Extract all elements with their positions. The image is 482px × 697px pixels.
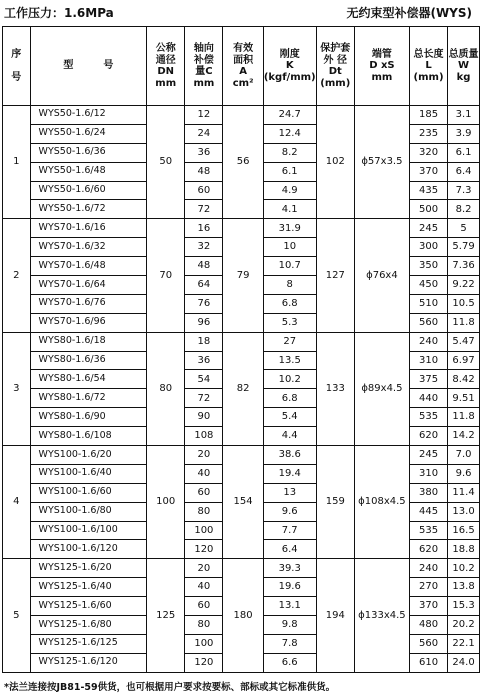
compensation-cell: 60 — [185, 483, 223, 502]
weight-cell: 9.22 — [448, 276, 480, 295]
length-cell: 245 — [409, 446, 447, 465]
stiffness-cell: 13.5 — [263, 351, 316, 370]
table-row — [3, 219, 480, 238]
model-cell: WYS70-1.6/76 — [30, 294, 147, 313]
compensation-cell: 80 — [185, 616, 223, 635]
length-cell: 185 — [409, 106, 447, 125]
weight-cell: 7.0 — [448, 446, 480, 465]
end-pipe-cell: ϕ89x4.5 — [354, 332, 409, 445]
weight-cell: 22.1 — [448, 634, 480, 653]
stiffness-cell: 13 — [263, 483, 316, 502]
model-cell: WYS80-1.6/72 — [30, 389, 147, 408]
weight-cell: 5.47 — [448, 332, 480, 351]
area-cell: 180 — [223, 559, 263, 672]
table-row — [3, 446, 480, 465]
stiffness-cell: 6.8 — [263, 389, 316, 408]
stiffness-cell: 6.8 — [263, 294, 316, 313]
col-compensation: 轴向 补偿 量C mm — [185, 27, 223, 106]
col-length: 总长度 L (mm) — [409, 27, 447, 106]
table-title: 无约束型补偿器(WYS) — [346, 6, 472, 20]
area-cell: 79 — [223, 219, 263, 332]
dn-cell: 50 — [147, 106, 185, 219]
model-cell: WYS70-1.6/48 — [30, 257, 147, 276]
model-cell: WYS80-1.6/90 — [30, 408, 147, 427]
col-dn: 公称 通径 DN mm — [147, 27, 185, 106]
sleeve-diameter-cell: 127 — [316, 219, 354, 332]
model-cell: WYS125-1.6/125 — [30, 634, 147, 653]
compensation-cell: 40 — [185, 578, 223, 597]
weight-cell: 6.1 — [448, 143, 480, 162]
area-cell: 82 — [223, 332, 263, 445]
col-sleeve-diameter: 保护套 外 径 Dt (mm) — [316, 27, 354, 106]
length-cell: 300 — [409, 238, 447, 257]
stiffness-cell: 8.2 — [263, 143, 316, 162]
weight-cell: 5 — [448, 219, 480, 238]
model-cell: WYS125-1.6/60 — [30, 597, 147, 616]
weight-cell: 7.36 — [448, 257, 480, 276]
length-cell: 240 — [409, 559, 447, 578]
weight-cell: 18.8 — [448, 540, 480, 559]
end-pipe-cell: ϕ76x4 — [354, 219, 409, 332]
weight-cell: 11.8 — [448, 408, 480, 427]
compensation-cell: 54 — [185, 370, 223, 389]
compensation-cell: 48 — [185, 162, 223, 181]
compensation-cell: 20 — [185, 559, 223, 578]
stiffness-cell: 19.6 — [263, 578, 316, 597]
model-cell: WYS80-1.6/108 — [30, 427, 147, 446]
model-cell: WYS50-1.6/48 — [30, 162, 147, 181]
stiffness-cell: 10 — [263, 238, 316, 257]
length-cell: 370 — [409, 597, 447, 616]
stiffness-cell: 27 — [263, 332, 316, 351]
compensation-cell: 40 — [185, 464, 223, 483]
col-model: 型 号 — [30, 27, 147, 106]
sleeve-diameter-cell: 159 — [316, 446, 354, 559]
weight-cell: 10.2 — [448, 559, 480, 578]
compensation-cell: 36 — [185, 143, 223, 162]
length-cell: 350 — [409, 257, 447, 276]
compensation-cell: 64 — [185, 276, 223, 295]
length-cell: 245 — [409, 219, 447, 238]
dn-cell: 125 — [147, 559, 185, 672]
col-seq: 序 号 — [3, 27, 31, 106]
model-cell: WYS125-1.6/40 — [30, 578, 147, 597]
length-cell: 240 — [409, 332, 447, 351]
compensation-cell: 72 — [185, 389, 223, 408]
length-cell: 310 — [409, 464, 447, 483]
length-cell: 535 — [409, 521, 447, 540]
model-cell: WYS50-1.6/24 — [30, 124, 147, 143]
dn-cell: 100 — [147, 446, 185, 559]
working-pressure-label: 工作压力：1.6MPa — [4, 6, 114, 20]
dn-cell: 80 — [147, 332, 185, 445]
stiffness-cell: 13.1 — [263, 597, 316, 616]
end-pipe-cell: ϕ133x4.5 — [354, 559, 409, 672]
length-cell: 610 — [409, 653, 447, 672]
area-cell: 154 — [223, 446, 263, 559]
compensation-cell: 120 — [185, 540, 223, 559]
compensation-cell: 120 — [185, 653, 223, 672]
stiffness-cell: 9.6 — [263, 502, 316, 521]
col-weight: 总质量 W kg — [448, 27, 480, 106]
length-cell: 380 — [409, 483, 447, 502]
stiffness-cell: 39.3 — [263, 559, 316, 578]
stiffness-cell: 6.4 — [263, 540, 316, 559]
weight-cell: 7.3 — [448, 181, 480, 200]
weight-cell: 6.97 — [448, 351, 480, 370]
model-cell: WYS80-1.6/54 — [30, 370, 147, 389]
stiffness-cell: 10.7 — [263, 257, 316, 276]
length-cell: 310 — [409, 351, 447, 370]
dn-cell: 70 — [147, 219, 185, 332]
model-cell: WYS80-1.6/18 — [30, 332, 147, 351]
length-cell: 235 — [409, 124, 447, 143]
weight-cell: 10.5 — [448, 294, 480, 313]
sleeve-diameter-cell: 194 — [316, 559, 354, 672]
spec-table — [2, 26, 480, 673]
model-cell: WYS70-1.6/64 — [30, 276, 147, 295]
stiffness-cell: 7.8 — [263, 634, 316, 653]
weight-cell: 3.1 — [448, 106, 480, 125]
stiffness-cell: 4.1 — [263, 200, 316, 219]
weight-cell: 14.2 — [448, 427, 480, 446]
weight-cell: 11.4 — [448, 483, 480, 502]
model-cell: WYS100-1.6/120 — [30, 540, 147, 559]
weight-cell: 15.3 — [448, 597, 480, 616]
model-cell: WYS50-1.6/12 — [30, 106, 147, 125]
weight-cell: 3.9 — [448, 124, 480, 143]
length-cell: 375 — [409, 370, 447, 389]
footnote: *法兰连接按JB81-59供货，也可根据用户要求按要标、部标或其它标准供货。 — [4, 682, 336, 693]
model-cell: WYS125-1.6/120 — [30, 653, 147, 672]
model-cell: WYS125-1.6/20 — [30, 559, 147, 578]
weight-cell: 8.2 — [448, 200, 480, 219]
stiffness-cell: 5.4 — [263, 408, 316, 427]
model-cell: WYS100-1.6/100 — [30, 521, 147, 540]
compensation-cell: 100 — [185, 634, 223, 653]
length-cell: 620 — [409, 540, 447, 559]
stiffness-cell: 24.7 — [263, 106, 316, 125]
length-cell: 440 — [409, 389, 447, 408]
model-cell: WYS50-1.6/36 — [30, 143, 147, 162]
length-cell: 560 — [409, 313, 447, 332]
weight-cell: 6.4 — [448, 162, 480, 181]
table-row — [3, 559, 480, 578]
stiffness-cell: 19.4 — [263, 464, 316, 483]
compensation-cell: 20 — [185, 446, 223, 465]
sleeve-diameter-cell: 133 — [316, 332, 354, 445]
compensation-cell: 80 — [185, 502, 223, 521]
stiffness-cell: 12.4 — [263, 124, 316, 143]
stiffness-cell: 9.8 — [263, 616, 316, 635]
model-cell: WYS50-1.6/72 — [30, 200, 147, 219]
compensation-cell: 108 — [185, 427, 223, 446]
sleeve-diameter-cell: 102 — [316, 106, 354, 219]
weight-cell: 9.6 — [448, 464, 480, 483]
model-cell: WYS50-1.6/60 — [30, 181, 147, 200]
seq-cell: 5 — [3, 559, 31, 672]
length-cell: 510 — [409, 294, 447, 313]
length-cell: 450 — [409, 276, 447, 295]
stiffness-cell: 5.3 — [263, 313, 316, 332]
model-cell: WYS80-1.6/36 — [30, 351, 147, 370]
area-cell: 56 — [223, 106, 263, 219]
table-row — [3, 106, 480, 125]
length-cell: 480 — [409, 616, 447, 635]
end-pipe-cell: ϕ57x3.5 — [354, 106, 409, 219]
compensation-cell: 18 — [185, 332, 223, 351]
length-cell: 620 — [409, 427, 447, 446]
weight-cell: 16.5 — [448, 521, 480, 540]
compensation-cell: 24 — [185, 124, 223, 143]
compensation-cell: 60 — [185, 181, 223, 200]
stiffness-cell: 31.9 — [263, 219, 316, 238]
model-cell: WYS100-1.6/80 — [30, 502, 147, 521]
compensation-cell: 60 — [185, 597, 223, 616]
compensation-cell: 100 — [185, 521, 223, 540]
compensation-cell: 48 — [185, 257, 223, 276]
compensation-cell: 72 — [185, 200, 223, 219]
compensation-cell: 16 — [185, 219, 223, 238]
stiffness-cell: 4.9 — [263, 181, 316, 200]
compensation-cell: 12 — [185, 106, 223, 125]
stiffness-cell: 38.6 — [263, 446, 316, 465]
col-area: 有效 面积 A cm² — [223, 27, 263, 106]
seq-cell: 3 — [3, 332, 31, 445]
model-cell: WYS70-1.6/96 — [30, 313, 147, 332]
stiffness-cell: 6.6 — [263, 653, 316, 672]
weight-cell: 9.51 — [448, 389, 480, 408]
stiffness-cell: 7.7 — [263, 521, 316, 540]
col-end-pipe: 端管 D xS mm — [354, 27, 409, 106]
weight-cell: 24.0 — [448, 653, 480, 672]
seq-cell: 1 — [3, 106, 31, 219]
stiffness-cell: 8 — [263, 276, 316, 295]
stiffness-cell: 6.1 — [263, 162, 316, 181]
end-pipe-cell: ϕ108x4.5 — [354, 446, 409, 559]
model-cell: WYS100-1.6/60 — [30, 483, 147, 502]
col-stiffness: 刚度 K (kgf/mm) — [263, 27, 316, 106]
weight-cell: 5.79 — [448, 238, 480, 257]
length-cell: 320 — [409, 143, 447, 162]
length-cell: 535 — [409, 408, 447, 427]
length-cell: 435 — [409, 181, 447, 200]
seq-cell: 4 — [3, 446, 31, 559]
length-cell: 270 — [409, 578, 447, 597]
table-row — [3, 332, 480, 351]
weight-cell: 13.8 — [448, 578, 480, 597]
model-cell: WYS100-1.6/20 — [30, 446, 147, 465]
compensation-cell: 32 — [185, 238, 223, 257]
stiffness-cell: 4.4 — [263, 427, 316, 446]
model-cell: WYS125-1.6/80 — [30, 616, 147, 635]
compensation-cell: 36 — [185, 351, 223, 370]
length-cell: 370 — [409, 162, 447, 181]
length-cell: 500 — [409, 200, 447, 219]
model-cell: WYS70-1.6/32 — [30, 238, 147, 257]
model-cell: WYS70-1.6/16 — [30, 219, 147, 238]
compensation-cell: 90 — [185, 408, 223, 427]
seq-cell: 2 — [3, 219, 31, 332]
model-cell: WYS100-1.6/40 — [30, 464, 147, 483]
compensation-cell: 76 — [185, 294, 223, 313]
stiffness-cell: 10.2 — [263, 370, 316, 389]
weight-cell: 13.0 — [448, 502, 480, 521]
compensation-cell: 96 — [185, 313, 223, 332]
weight-cell: 8.42 — [448, 370, 480, 389]
weight-cell: 20.2 — [448, 616, 480, 635]
length-cell: 445 — [409, 502, 447, 521]
weight-cell: 11.8 — [448, 313, 480, 332]
header-row — [3, 27, 480, 106]
length-cell: 560 — [409, 634, 447, 653]
